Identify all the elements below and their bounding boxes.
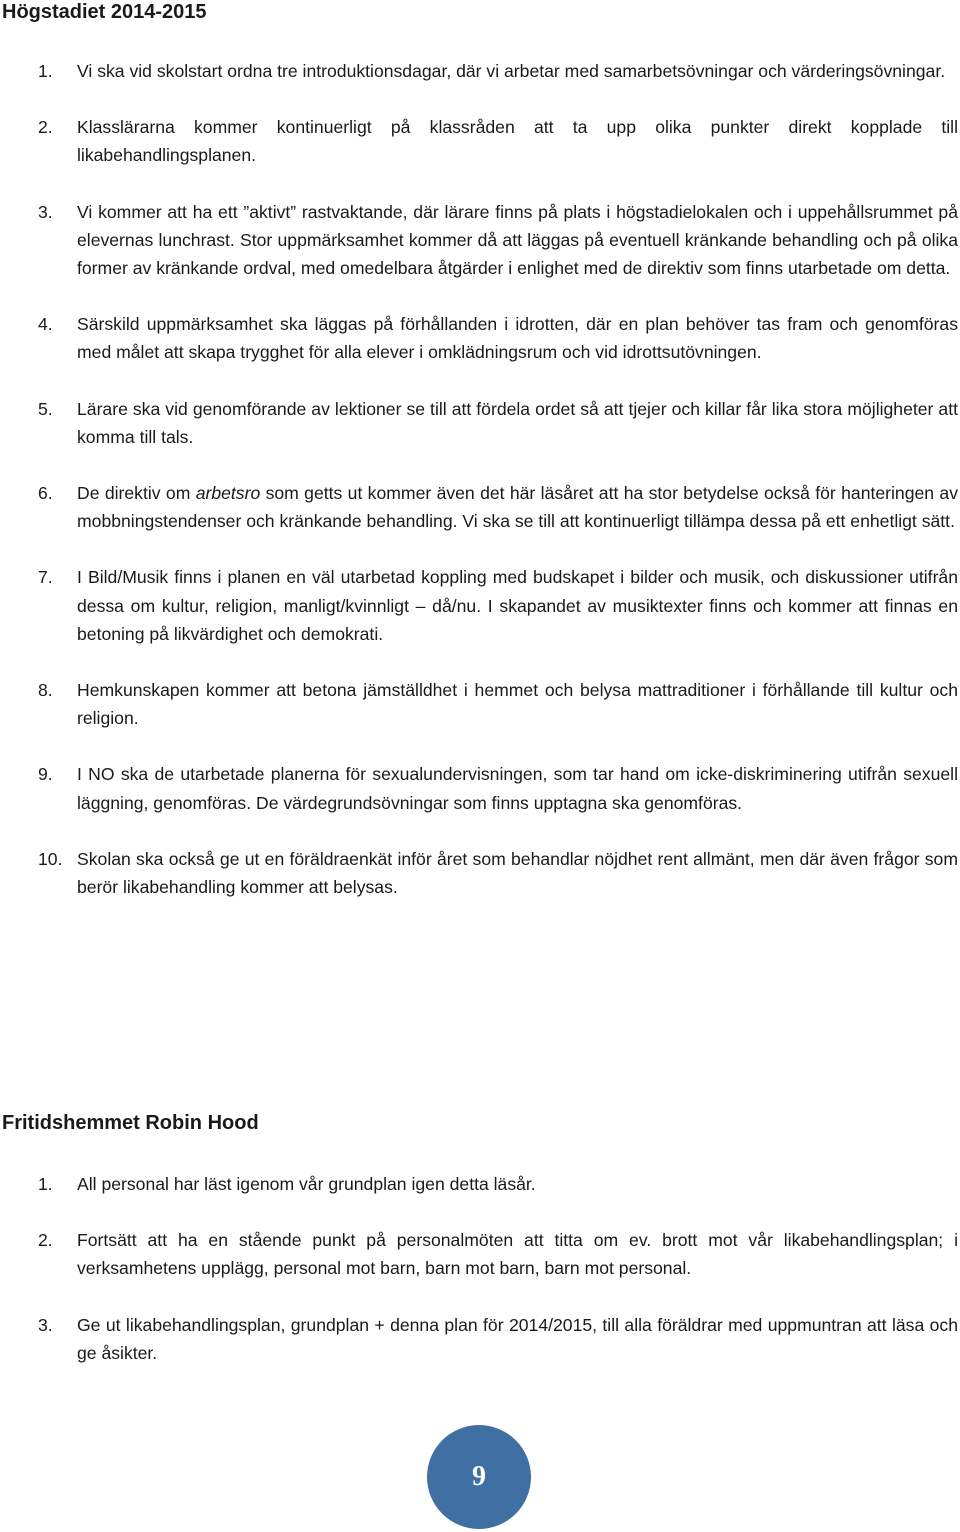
list-item <box>0 1226 958 1282</box>
section-heading-hogstadiet: Högstadiet 2014-2015 <box>2 1 207 23</box>
list-item <box>0 198 958 283</box>
item-number: 1. <box>38 1174 53 1194</box>
list-item <box>0 479 958 535</box>
list-item <box>0 676 958 732</box>
list-item <box>0 845 958 901</box>
list-item <box>0 760 958 816</box>
item-number: 6. <box>38 483 53 504</box>
page-number-badge <box>427 1425 531 1529</box>
emphasized-word: arbetsro <box>195 483 261 504</box>
item-text: Skolan ska också ge ut en föräldraenkät inför året som behandlar nöjdhet rent allmänt, men där även frågor som berör likabehandling kommer att belysas. <box>77 848 958 898</box>
item-text: I NO ska de utarbetade planerna för sexualundervisningen, som tar hand om icke-diskriminering utifrån sexuell läggning, genomföras. De värdegrundsövningar som finns upptagna ska genomföras. <box>77 764 958 813</box>
item-number: 5. <box>38 398 53 419</box>
list-item <box>0 310 958 366</box>
list-item <box>0 113 958 169</box>
fritidshemmet-list <box>0 1170 958 1395</box>
item-text: Fortsätt att ha en stående punkt på personalmöten att titta om ev. brott mot vår likabehandlingsplan; i verksamhetens upplägg, personal mot barn, barn mot barn, barn mot personal. <box>77 1230 958 1279</box>
item-text: All personal har läst igenom vår grundplan igen detta läsår. <box>77 1174 536 1194</box>
list-item <box>0 1311 958 1367</box>
list-item <box>0 395 958 451</box>
list-item <box>0 1170 958 1198</box>
item-text: Hemkunskapen kommer att betona jämställdhet i hemmet och belysa mattraditioner i förhållande till kultur och religion. <box>77 680 958 729</box>
item-text: Ge ut likabehandlingsplan, grundplan + denna plan för 2014/2015, till alla föräldrar med uppmuntran att läsa och ge åsikter. <box>77 1314 958 1363</box>
item-text-part: De direktiv om <box>77 483 196 504</box>
item-number: 10. <box>38 848 63 869</box>
list-item <box>0 57 958 85</box>
item-number: 3. <box>38 201 53 222</box>
item-number: 2. <box>38 1230 53 1251</box>
item-number: 2. <box>38 117 53 138</box>
item-number: 7. <box>38 567 53 588</box>
item-text: I Bild/Musik finns i planen en väl utarbetad koppling med budskapet i bilder och musik, och diskussioner utifrån dessa om kultur, religion, manligt/kvinnligt – då/nu. I skapandet av musiktexter finns och kommer att finnas en betoning på likvärdighet och demokrati. <box>77 567 958 644</box>
item-text: Klasslärarna kommer kontinuerligt på klassråden att ta upp olika punkter direkt kopplade till likabehandlingsplanen. <box>77 117 958 166</box>
item-text: Särskild uppmärksamhet ska läggas på förhållanden i idrotten, där en plan behöver tas fram och genomföras med målet att skapa trygghet för alla elever i omklädningsrum och vid idrottsutövningen. <box>77 314 958 363</box>
item-text <box>77 479 958 535</box>
item-text: Vi kommer att ha ett ”aktivt” rastvaktande, där lärare finns på plats i högstadielokalen och i uppehållsrummet på elevernas lunchrast. Stor uppmärksamhet kommer då att läggas på eventuell kränkande behandling och på olika former av kränkande ordval, med omedelbara åtgärder i enlighet med de direktiv som finns utarbetade om detta. <box>77 201 958 279</box>
item-number: 4. <box>38 314 53 335</box>
item-text: Vi ska vid skolstart ordna tre introduktionsdagar, där vi arbetar med samarbetsövningar och värderingsövningar. <box>77 61 946 81</box>
section-heading-fritidshemmet: Fritidshemmet Robin Hood <box>2 1112 259 1134</box>
item-text-part: som getts ut kommer även det här läsåret att ha stor betydelse också för hanteringen av mobbningstendenser och kränkande behandling. Vi ska se till att kontinuerligt tillämpa dessa på ett enhetligt sätt. <box>77 483 958 532</box>
item-number: 8. <box>38 680 53 701</box>
hogstadiet-list <box>0 57 958 929</box>
item-number: 3. <box>38 1314 53 1335</box>
item-number: 9. <box>38 764 53 785</box>
item-number: 1. <box>38 61 53 81</box>
list-item <box>0 563 958 648</box>
item-text: Lärare ska vid genomförande av lektioner se till att fördela ordet så att tjejer och killar får lika stora möjligheter att komma till tals. <box>77 398 958 447</box>
page-number: 9 <box>472 1461 486 1492</box>
